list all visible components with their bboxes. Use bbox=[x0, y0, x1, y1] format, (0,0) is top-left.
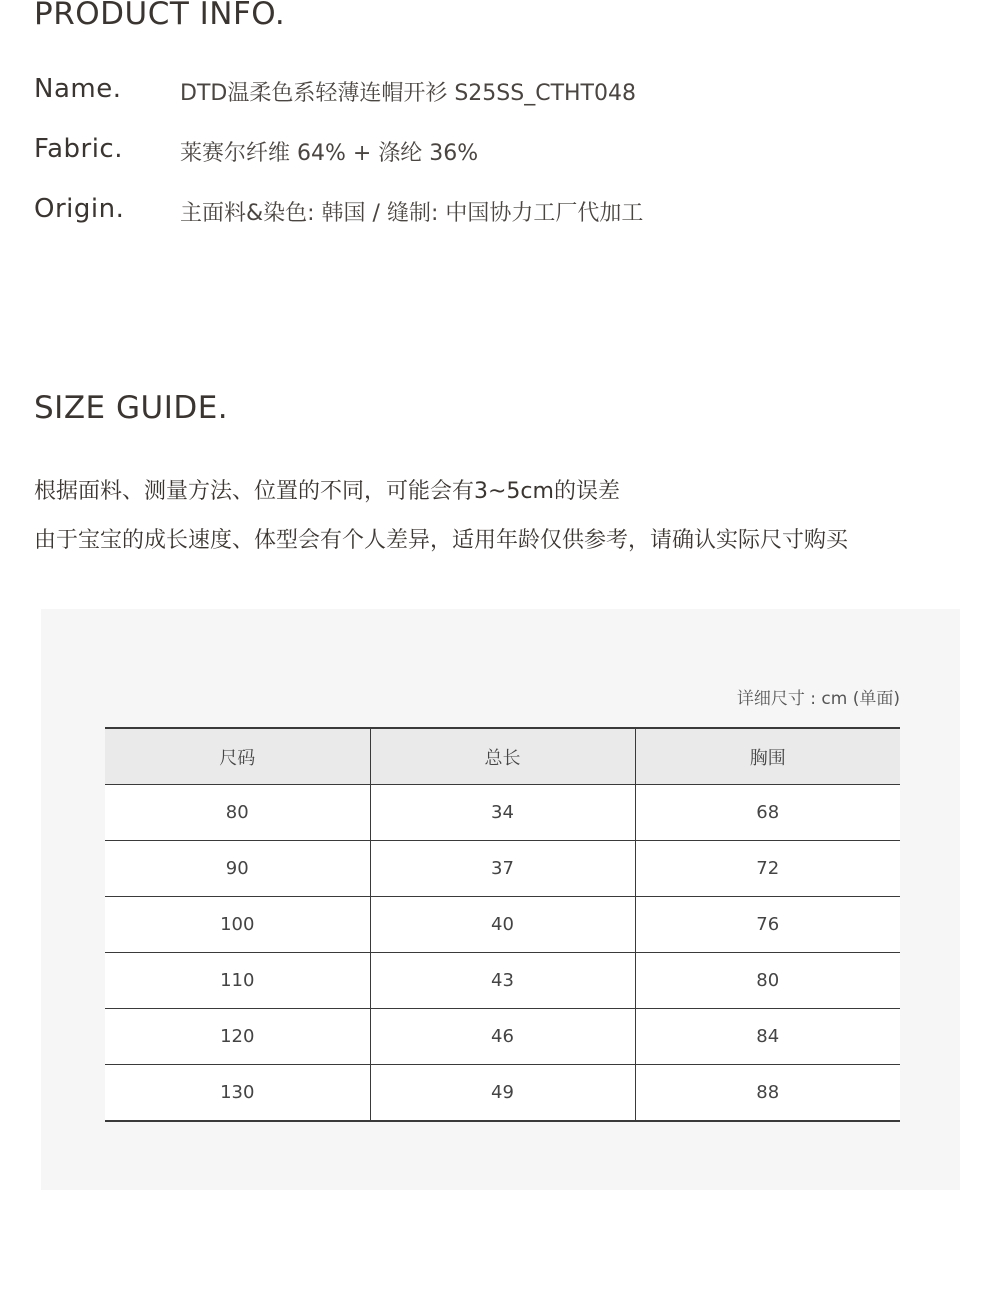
size-guide-title: SIZE GUIDE. bbox=[34, 390, 229, 426]
table-row bbox=[105, 897, 900, 953]
table-row bbox=[105, 1009, 900, 1065]
cell-chest: 88 bbox=[635, 1065, 900, 1122]
table-row bbox=[105, 785, 900, 841]
size-table-panel bbox=[41, 609, 960, 1190]
table-row bbox=[105, 1065, 900, 1122]
cell-total-length: 37 bbox=[370, 841, 635, 897]
cell-chest: 76 bbox=[635, 897, 900, 953]
size-table bbox=[105, 727, 900, 1122]
info-label-origin: Origin. bbox=[34, 194, 125, 224]
cell-total-length: 46 bbox=[370, 1009, 635, 1065]
cell-size: 100 bbox=[105, 897, 370, 953]
table-row bbox=[105, 841, 900, 897]
cell-total-length: 43 bbox=[370, 953, 635, 1009]
info-value-fabric: 莱赛尔纤维 64% + 涤纶 36% bbox=[180, 141, 479, 166]
cell-size: 80 bbox=[105, 785, 370, 841]
size-note-2: 由于宝宝的成长速度、体型会有个人差异，适用年龄仅供参考，请确认实际尺寸购买 bbox=[34, 528, 849, 553]
cell-size: 90 bbox=[105, 841, 370, 897]
header-total-length: 总长 bbox=[370, 728, 635, 785]
size-unit-note: 详细尺寸 : cm (单面) bbox=[736, 689, 900, 709]
cell-size: 120 bbox=[105, 1009, 370, 1065]
header-chest: 胸围 bbox=[635, 728, 900, 785]
info-label-fabric: Fabric. bbox=[34, 134, 123, 164]
size-table-header-row bbox=[105, 728, 900, 785]
cell-total-length: 49 bbox=[370, 1065, 635, 1122]
cell-chest: 72 bbox=[635, 841, 900, 897]
cell-total-length: 34 bbox=[370, 785, 635, 841]
cell-chest: 68 bbox=[635, 785, 900, 841]
cell-chest: 84 bbox=[635, 1009, 900, 1065]
product-info-title: PRODUCT INFO. bbox=[34, 0, 286, 32]
info-value-origin: 主面料&染色: 韩国 / 缝制: 中国协力工厂代加工 bbox=[180, 201, 644, 226]
info-value-name: DTD温柔色系轻薄连帽开衫 S25SS_CTHT048 bbox=[180, 81, 636, 106]
info-row-name bbox=[34, 74, 934, 114]
size-note-1: 根据面料、测量方法、位置的不同，可能会有3~5cm的误差 bbox=[34, 479, 620, 504]
cell-total-length: 40 bbox=[370, 897, 635, 953]
cell-size: 130 bbox=[105, 1065, 370, 1122]
info-label-name: Name. bbox=[34, 74, 122, 104]
cell-size: 110 bbox=[105, 953, 370, 1009]
cell-chest: 80 bbox=[635, 953, 900, 1009]
table-row bbox=[105, 953, 900, 1009]
info-row-fabric bbox=[34, 134, 934, 174]
info-row-origin bbox=[34, 194, 934, 234]
header-size: 尺码 bbox=[105, 728, 370, 785]
